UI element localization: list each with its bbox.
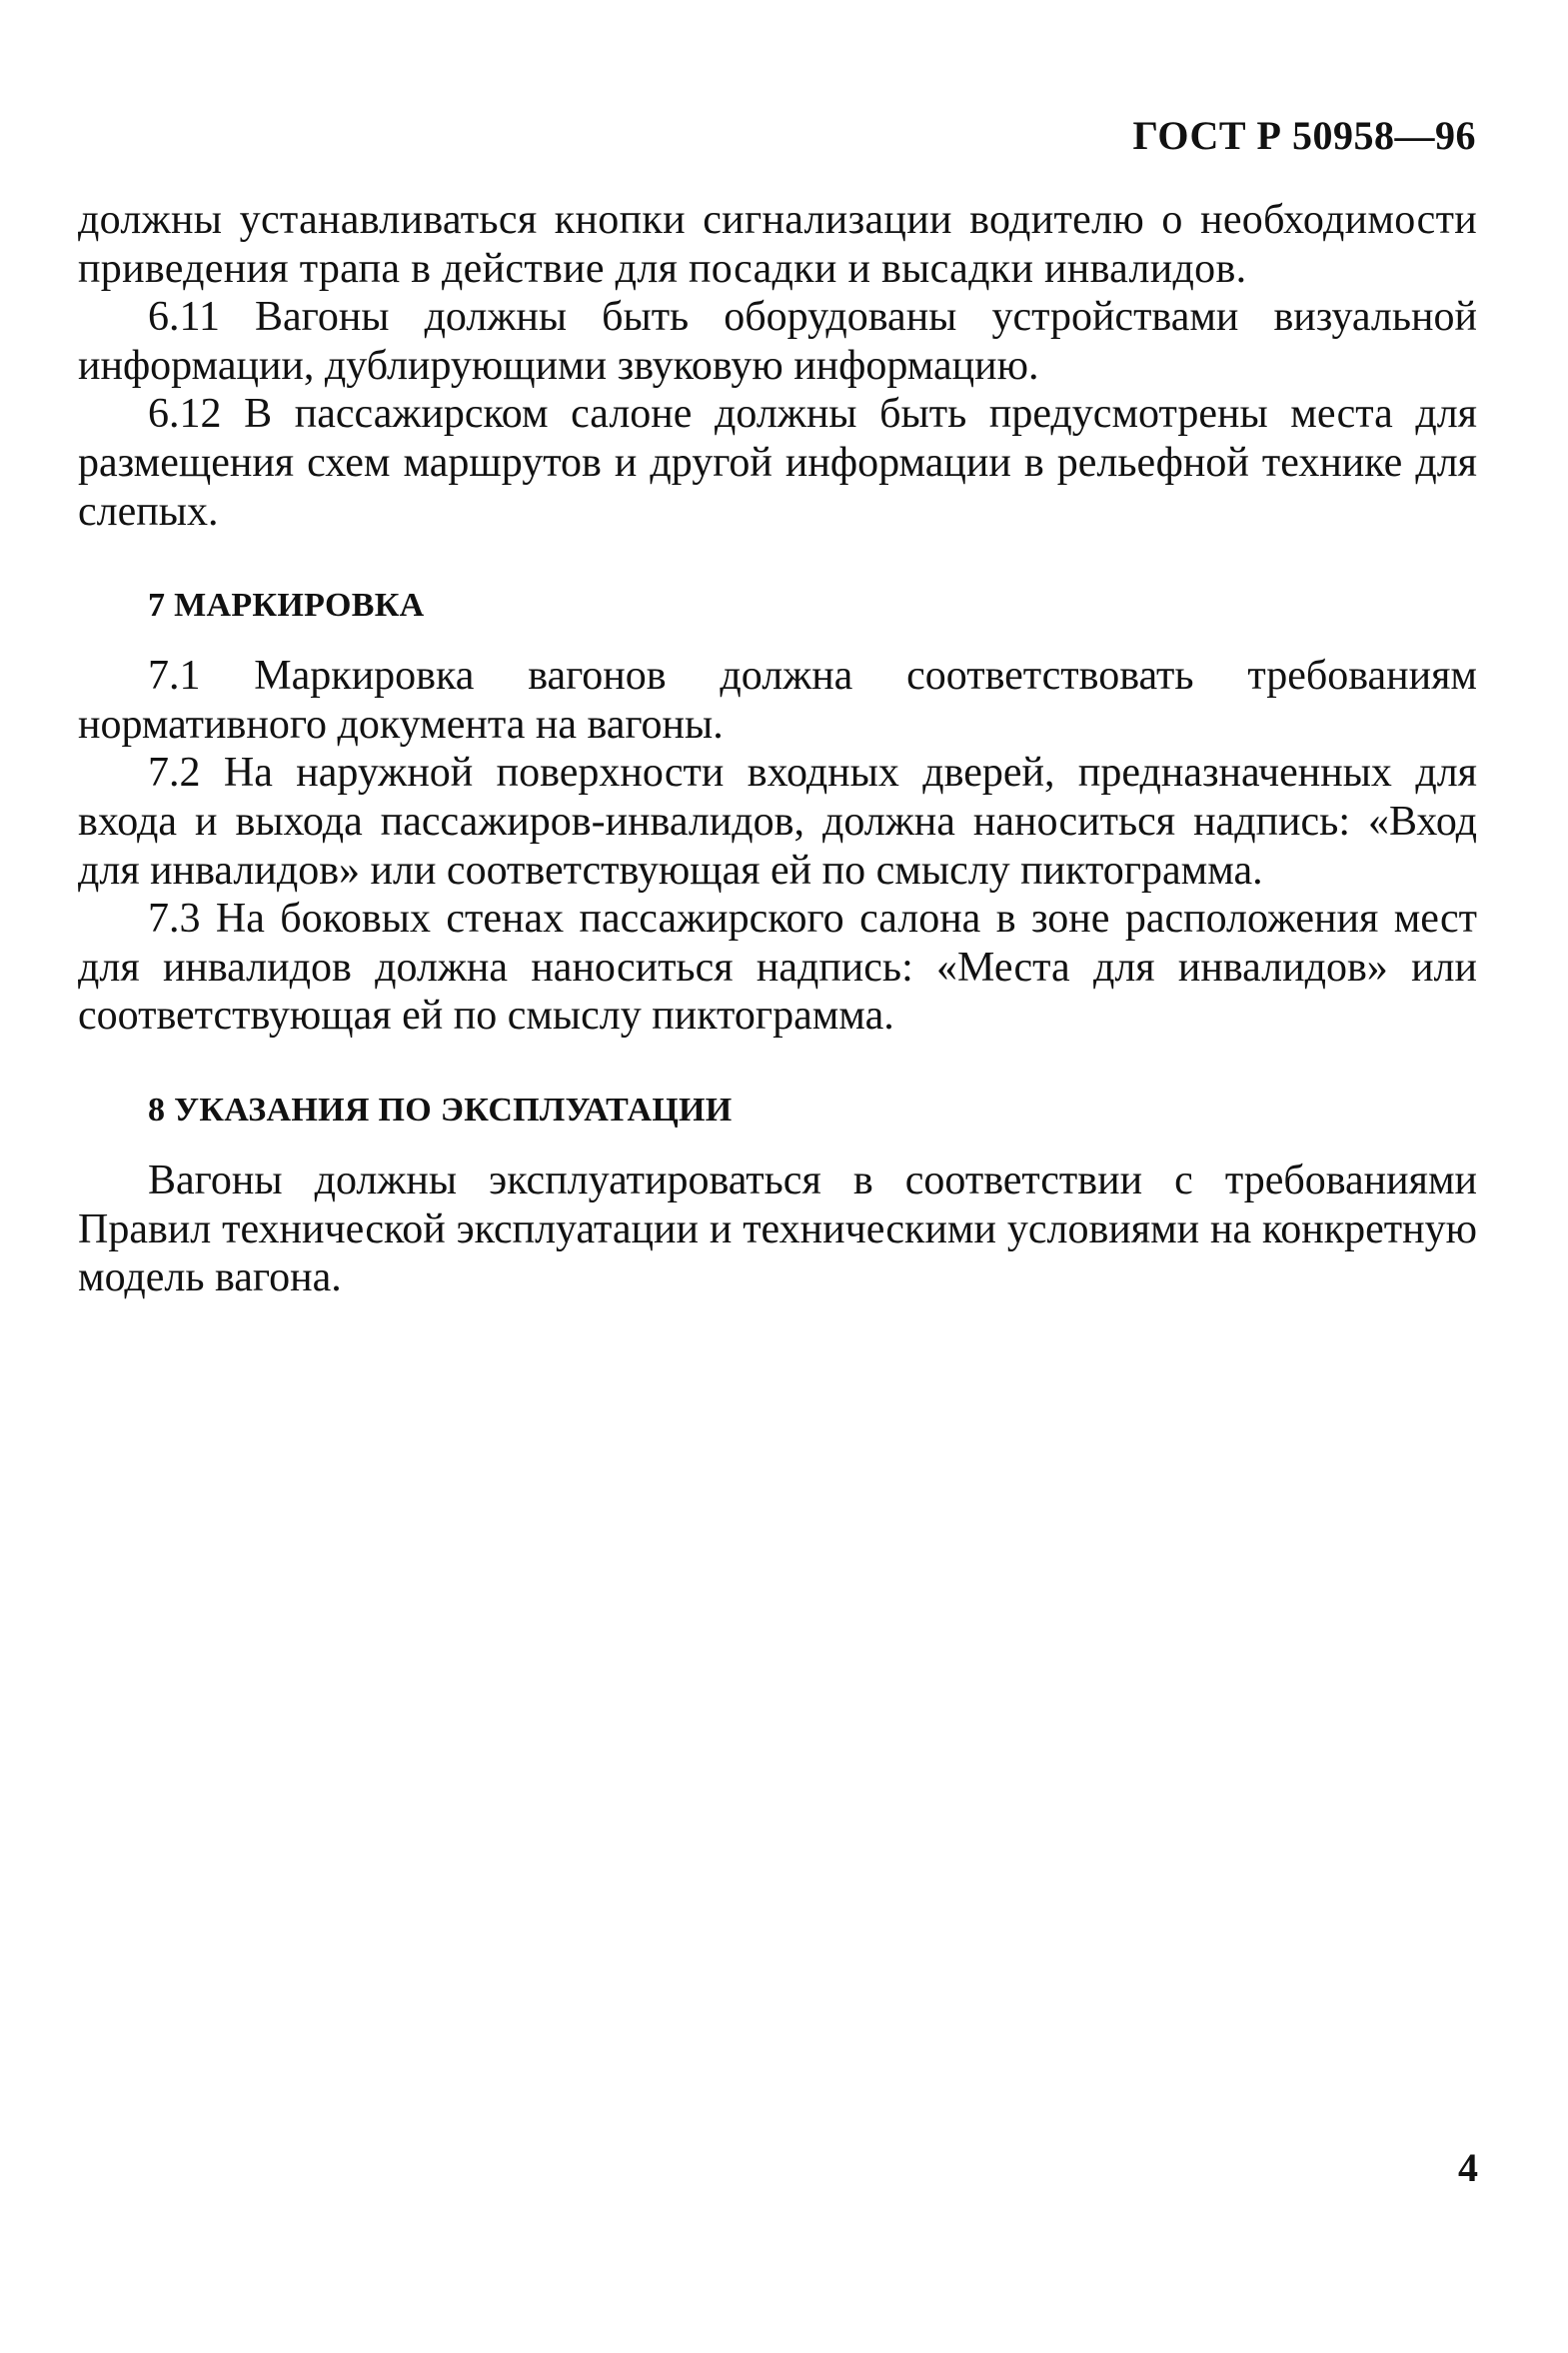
- section-8-heading: 8 УКАЗАНИЯ ПО ЭКСПЛУАТАЦИИ: [148, 1091, 733, 1129]
- document-body: [78, 196, 1477, 1302]
- continued-paragraph: должны устанавливаться кнопки сигнализации водителю о необходимости приведения трапа в действие для посадки и высадки инвалидов.: [78, 197, 1477, 292]
- clause-7-3: 7.3 На боковых стенах пассажирского салона в зоне расположения мест для инвалидов должна наноситься надпись: «Места для инвалидов» или соответствующая ей по смыслу пиктограмма.: [78, 896, 1477, 1040]
- clause-6-11: 6.11 Вагоны должны быть оборудованы устройствами визуальной информации, дублирующими звуковую информацию.: [78, 294, 1477, 389]
- section-7-heading: 7 МАРКИРОВКА: [148, 587, 425, 625]
- page-number: 4: [1458, 2145, 1478, 2190]
- clause-6-12: 6.12 В пассажирском салоне должны быть предусмотрены места для размещения схем маршрутов и другой информации в рельефной технике для слепых.: [78, 391, 1477, 535]
- clause-7-1: 7.1 Маркировка вагонов должна соответствовать требованиям нормативного документа на вагоны.: [78, 653, 1477, 748]
- clause-7-2: 7.2 На наружной поверхности входных дверей, предназначенных для входа и выхода пассажиров-инвалидов, должна наноситься надпись: «Вход для инвалидов» или соответствующая ей по смыслу пиктограмма.: [78, 750, 1477, 894]
- section-8-paragraph: Вагоны должны эксплуатироваться в соответствии с требованиями Правил технической эксплуатации и техническими условиями на конкретную модель вагона.: [78, 1157, 1477, 1301]
- document-code: ГОСТ Р 50958—96: [1132, 113, 1476, 158]
